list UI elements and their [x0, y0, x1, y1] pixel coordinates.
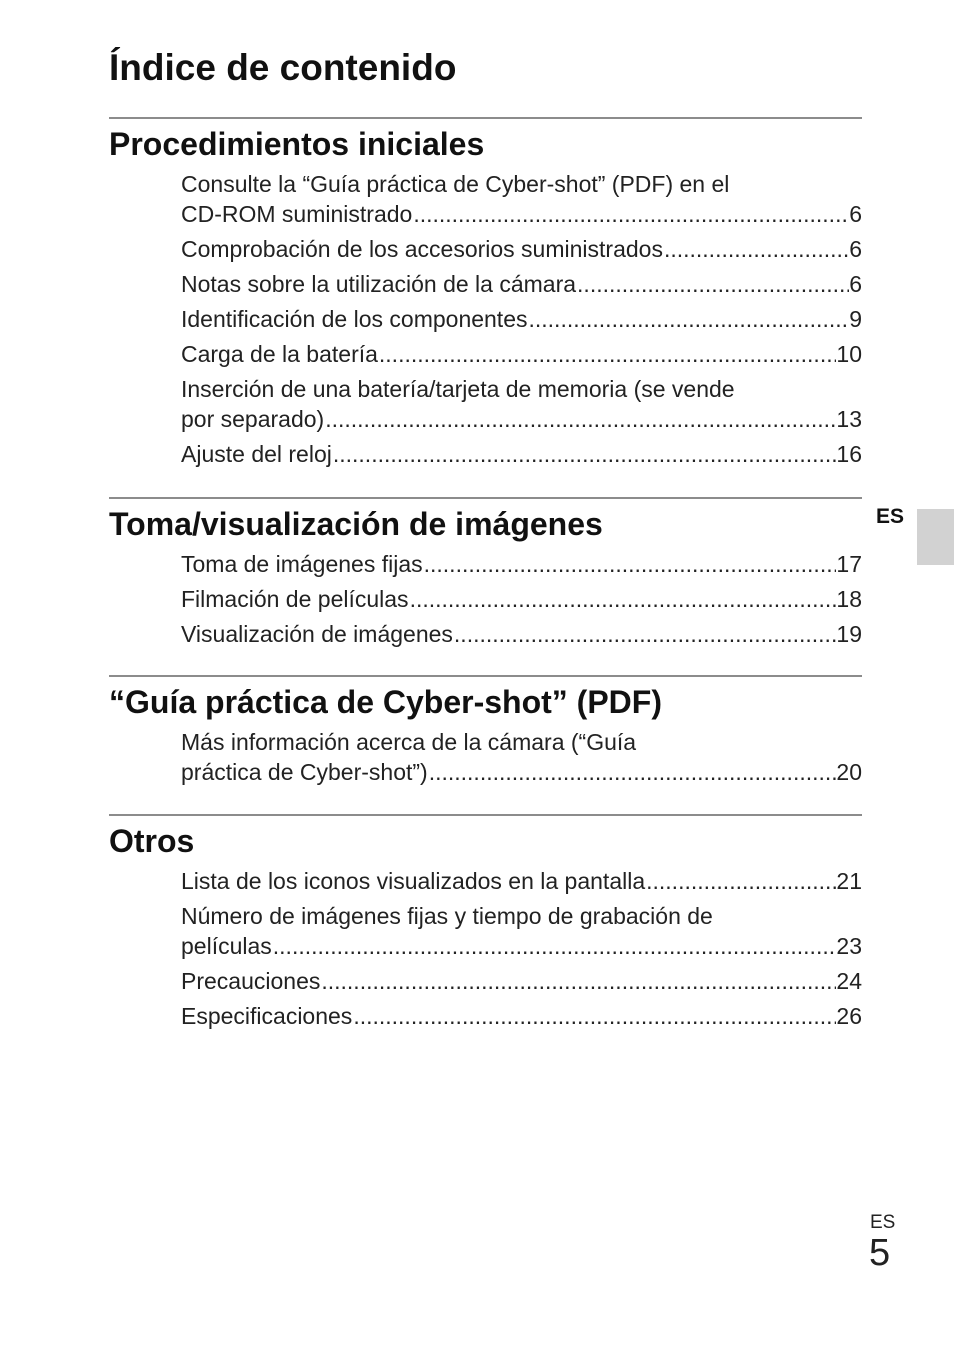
- toc-entry-title: Notas sobre la utilización de la cámara: [181, 271, 577, 297]
- toc-entry-page: 6: [849, 201, 862, 227]
- toc-entry-title: Comprobación de los accesorios suministrados: [181, 236, 663, 262]
- toc-entry-page: 26: [836, 1003, 862, 1029]
- leader-dots: [423, 549, 837, 579]
- toc-entry[interactable]: [181, 619, 862, 649]
- side-tab-label: ES: [876, 505, 905, 528]
- toc-entry-list: [181, 727, 862, 787]
- toc-entry-title: Identificación de los componentes: [181, 306, 528, 332]
- toc-entry-page: 19: [836, 621, 862, 647]
- leader-dots: [332, 439, 837, 469]
- toc-entry-title: Especificaciones: [181, 1003, 353, 1029]
- toc-entry-page: 24: [836, 968, 862, 994]
- leader-dots: [663, 234, 849, 264]
- leader-dots: [378, 339, 837, 369]
- leader-dots: [324, 404, 836, 434]
- toc-entry-list: [181, 169, 862, 469]
- section-title: “Guía práctica de Cyber-shot” (PDF): [109, 684, 662, 720]
- leader-dots: [528, 304, 850, 334]
- section-divider: [109, 814, 862, 816]
- leader-dots: [352, 1001, 836, 1031]
- leader-dots: [645, 866, 836, 896]
- toc-entry-page: 6: [849, 271, 862, 297]
- toc-entry-title: práctica de Cyber-shot”): [181, 759, 428, 785]
- leader-dots: [576, 269, 849, 299]
- section-procedimientos-iniciales: [109, 117, 862, 474]
- footer-language: ES: [870, 1212, 896, 1233]
- toc-entry-page: 9: [849, 306, 862, 332]
- section-otros: [109, 814, 862, 1036]
- toc-entry-lead: Consulte la “Guía práctica de Cyber-shot” (PDF) en el: [181, 171, 730, 197]
- section-toma-visualizacion: [109, 497, 862, 654]
- leader-dots: [320, 966, 836, 996]
- toc-entry-page: 17: [836, 551, 862, 577]
- toc-entry-page: 20: [836, 759, 862, 785]
- toc-entry[interactable]: [181, 549, 862, 579]
- toc-entry[interactable]: [181, 584, 862, 614]
- toc-entry-list: [181, 549, 862, 649]
- leader-dots: [409, 584, 837, 614]
- toc-entry[interactable]: [181, 339, 862, 369]
- leader-dots: [453, 619, 836, 649]
- toc-entry-title: CD-ROM suministrado: [181, 201, 413, 227]
- toc-entry[interactable]: [181, 966, 862, 996]
- section-divider: [109, 117, 862, 119]
- toc-entry-title: Lista de los iconos visualizados en la pantalla: [181, 868, 646, 894]
- section-divider: [109, 497, 862, 499]
- section-title: Procedimientos iniciales: [109, 126, 485, 162]
- toc-entry-lead: Número de imágenes fijas y tiempo de grabación de: [181, 903, 713, 929]
- page-title: Índice de contenido: [109, 47, 457, 88]
- toc-entry[interactable]: [181, 866, 862, 896]
- toc-entry-page: 23: [836, 933, 862, 959]
- section-title: Otros: [109, 823, 195, 859]
- section-divider: [109, 675, 862, 677]
- toc-entry-title: Precauciones: [181, 968, 321, 994]
- toc-entry-title: Filmación de películas: [181, 586, 409, 612]
- toc-entry[interactable]: [181, 304, 862, 334]
- leader-dots: [412, 199, 849, 229]
- side-tab-marker: [917, 509, 954, 565]
- toc-entry[interactable]: [181, 234, 862, 264]
- section-title: Toma/visualización de imágenes: [109, 506, 603, 542]
- leader-dots: [428, 757, 837, 787]
- toc-entry-title: películas: [181, 933, 272, 959]
- toc-entry[interactable]: [181, 901, 862, 961]
- toc-entry[interactable]: [181, 269, 862, 299]
- toc-entry[interactable]: [181, 374, 862, 434]
- toc-entry[interactable]: [181, 1001, 862, 1031]
- toc-entry-page: 16: [836, 441, 862, 467]
- section-guia-practica-pdf: [109, 675, 862, 792]
- toc-entry-title: Carga de la batería: [181, 341, 378, 367]
- toc-entry-title: Ajuste del reloj: [181, 441, 332, 467]
- toc-entry[interactable]: [181, 727, 862, 787]
- toc-entry-list: [181, 866, 862, 1031]
- leader-dots: [272, 931, 837, 961]
- toc-entry-lead: Inserción de una batería/tarjeta de memoria (se vende: [181, 376, 735, 402]
- toc-entry-page: 18: [836, 586, 862, 612]
- toc-entry-page: 10: [836, 341, 862, 367]
- page-number: 5: [869, 1232, 891, 1274]
- toc-entry-page: 21: [836, 868, 862, 894]
- toc-entry-title: Toma de imágenes fijas: [181, 551, 423, 577]
- toc-entry-page: 6: [849, 236, 862, 262]
- toc-entry-title: por separado): [181, 406, 325, 432]
- toc-entry-page: 13: [836, 406, 862, 432]
- toc-entry-lead: Más información acerca de la cámara (“Guía: [181, 729, 637, 755]
- toc-entry[interactable]: [181, 169, 862, 229]
- toc-entry[interactable]: [181, 439, 862, 469]
- toc-entry-title: Visualización de imágenes: [181, 621, 453, 647]
